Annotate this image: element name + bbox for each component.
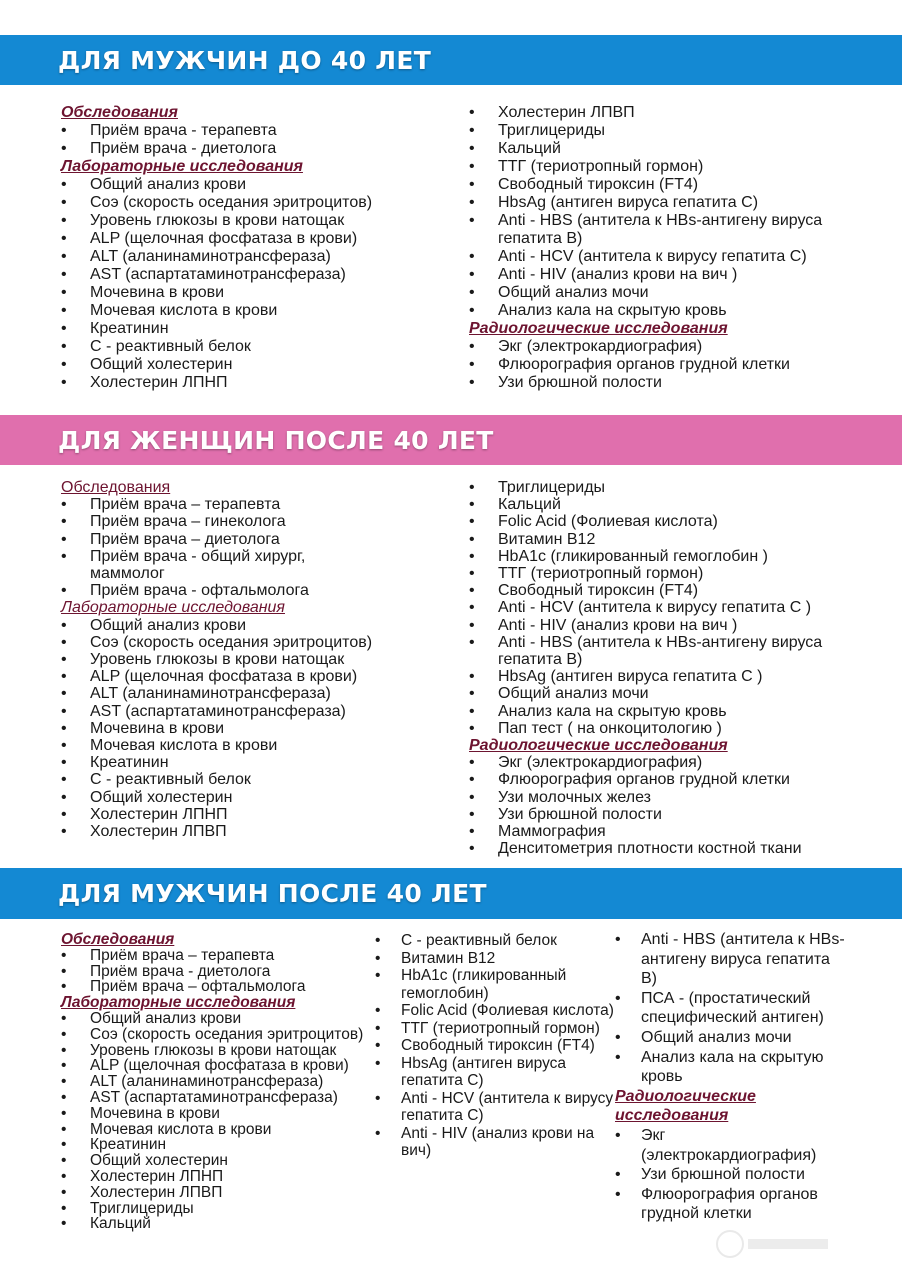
list-item: • Холестерин ЛПВП	[61, 1185, 371, 1201]
list-item: • Витамин В12	[375, 950, 615, 968]
section-heading: Радиологические исследования	[469, 320, 728, 337]
list-item: • Узи брюшной полости	[615, 1165, 845, 1185]
list-item: • ALT (аланинаминотрансфераза)	[61, 1074, 371, 1090]
list-item: • Свободный тироксин (FT4)	[469, 176, 869, 194]
list-item: • Приём врача - общий хирург, маммолог	[61, 548, 381, 582]
watermark-logo	[712, 1226, 832, 1262]
list-item: • Анализ кала на скрытую кровь	[469, 703, 869, 720]
list-item: • С - реактивный белок	[61, 771, 381, 788]
list-item: • ALT (аланинаминотрансфераза)	[61, 248, 441, 266]
list-item: • HbsAg (антиген вируса гепатита С)	[469, 194, 869, 212]
list-item: • Кальций	[469, 140, 869, 158]
s2-col2	[469, 479, 869, 857]
list-item: • Приём врача – гинеколога	[61, 513, 381, 530]
bullet-list	[61, 176, 441, 392]
list-item: • Флюорография органов грудной клетки	[469, 356, 869, 374]
list-item: • Общий холестерин	[61, 356, 441, 374]
list-item: • Folic Acid (Фолиевая кислота)	[469, 513, 869, 530]
list-item: • Приём врача – офтальмолога	[61, 979, 371, 995]
list-item: • Anti - HCV (антитела к вирусу гепатита С)	[375, 1090, 615, 1125]
banner-women-over-40	[0, 415, 902, 465]
list-item: • AST (аспартатаминотрансфераза)	[61, 703, 381, 720]
bullet-list	[61, 122, 441, 158]
bullet-list	[61, 617, 381, 841]
list-item: • Узи брюшной полости	[469, 374, 869, 392]
list-item: • Anti - HIV (анализ крови на вич )	[469, 266, 869, 284]
section-heading: Лабораторные исследования	[61, 994, 296, 1012]
list-item: • Холестерин ЛПНП	[61, 806, 381, 823]
list-item: • Флюорография органов грудной клетки	[469, 771, 869, 788]
list-item: • Общий анализ мочи	[615, 1028, 845, 1048]
bullet-list	[61, 1011, 371, 1232]
list-item: • Folic Acid (Фолиевая кислота)	[375, 1002, 615, 1020]
list-item: • Anti - HBS (антитела к HBs-антигену вируса гепатита В)	[469, 212, 869, 248]
list-item: • Пап тест ( на онкоцитологию )	[469, 720, 869, 737]
bullet-list	[469, 338, 869, 392]
list-item: • HbsAg (антиген вируса гепатита С )	[469, 668, 869, 685]
list-item: • Общий холестерин	[61, 1153, 371, 1169]
banner-men-under-40	[0, 35, 902, 85]
list-item: • Креатинин	[61, 320, 441, 338]
list-item: • Уровень глюкозы в крови натощак	[61, 212, 441, 230]
list-item: • Кальций	[469, 496, 869, 513]
s1-col2	[469, 104, 869, 392]
list-item: • Приём врача - диетолога	[61, 140, 441, 158]
list-item: • Витамин В12	[469, 531, 869, 548]
list-item: • Мочевина в крови	[61, 720, 381, 737]
list-item: • Кальций	[61, 1216, 371, 1232]
list-item: • Мочевая кислота в крови	[61, 1122, 371, 1138]
list-item: • Общий холестерин	[61, 789, 381, 806]
list-item: • Холестерин ЛПНП	[61, 1169, 371, 1185]
list-item: • Денситометрия плотности костной ткани	[469, 840, 869, 857]
list-item: • Общий анализ крови	[61, 617, 381, 634]
list-item: • Триглицериды	[61, 1201, 371, 1217]
list-item: • HbsAg (антиген вируса гепатита С)	[375, 1055, 615, 1090]
list-item: • ТТГ (териотропный гормон)	[469, 565, 869, 582]
s3-col3	[615, 930, 845, 1224]
list-item: • Холестерин ЛПНП	[61, 374, 441, 392]
bullet-list	[615, 1126, 845, 1224]
section-heading: Радиологические исследования	[615, 1087, 756, 1125]
section-heading: Обследования	[61, 479, 171, 496]
bullet-list	[469, 104, 869, 320]
list-item: • Мочевина в крови	[61, 284, 441, 302]
list-item: • Мочевая кислота в крови	[61, 737, 381, 754]
list-item: • Экг (электрокардиография)	[615, 1126, 845, 1165]
list-item: • Anti - HCV (антитела к вирусу гепатита С )	[469, 599, 869, 616]
bullet-list	[469, 479, 869, 737]
list-item: • ALT (аланинаминотрансфераза)	[61, 685, 381, 702]
list-item: • Триглицериды	[469, 479, 869, 496]
list-item: • Свободный тироксин (FT4)	[375, 1037, 615, 1055]
bullet-list	[469, 754, 869, 857]
list-item: • Anti - HBS (антитела к HBs-антигену вируса гепатита В)	[615, 930, 845, 989]
list-item: • Креатинин	[61, 754, 381, 771]
list-item: • Мочевая кислота в крови	[61, 302, 441, 320]
list-item: • ALP (щелочная фосфатаза в крови)	[61, 1058, 371, 1074]
list-item: • ТТГ (териотропный гормон)	[469, 158, 869, 176]
list-item: • Уровень глюкозы в крови натощак	[61, 651, 381, 668]
s1-col1	[61, 104, 441, 392]
s3-col1	[61, 932, 371, 1232]
list-item: • Anti - HIV (анализ крови на вич)	[375, 1125, 615, 1160]
section-title: ДЛЯ ЖЕНЩИН ПОСЛЕ 40 ЛЕТ	[58, 425, 494, 455]
list-item: • Триглицериды	[469, 122, 869, 140]
list-item: • Мочевина в крови	[61, 1106, 371, 1122]
s3-col2	[375, 932, 615, 1160]
bullet-list	[375, 932, 615, 1160]
s2-col1	[61, 479, 381, 840]
list-item: • Креатинин	[61, 1137, 371, 1153]
list-item: • Приём врача - терапевта	[61, 122, 441, 140]
list-item: • Соэ (скорость оседания эритроцитов)	[61, 634, 381, 651]
list-item: • С - реактивный белок	[61, 338, 441, 356]
list-item: • С - реактивный белок	[375, 932, 615, 950]
list-item: • AST (аспартатаминотрансфераза)	[61, 1090, 371, 1106]
list-item: • Анализ кала на скрытую кровь	[615, 1048, 845, 1087]
section-heading: Радиологические исследования	[469, 737, 728, 755]
list-item: • Общий анализ крови	[61, 176, 441, 194]
banner-men-over-40	[0, 868, 902, 919]
section-heading: Лабораторные исследования	[61, 599, 285, 617]
list-item: • ТТГ (териотропный гормон)	[375, 1020, 615, 1038]
bullet-list	[615, 930, 845, 1087]
list-item: • Общий анализ мочи	[469, 284, 869, 302]
list-item: • HbA1c (гликированный гемоглобин)	[375, 967, 615, 1002]
list-item: • ALP (щелочная фосфатаза в крови)	[61, 230, 441, 248]
list-item: • Приём врача - диетолога	[61, 964, 371, 980]
list-item: • Узи молочных желез	[469, 789, 869, 806]
section-heading: Обследования	[61, 931, 175, 948]
list-item: • Экг (электрокардиография)	[469, 338, 869, 356]
list-item: • Anti - HBS (антитела к HBs-антигену вируса гепатита В)	[469, 634, 869, 668]
list-item: • ALP (щелочная фосфатаза в крови)	[61, 668, 381, 685]
bullet-list	[61, 496, 381, 599]
list-item: • Приём врача – диетолога	[61, 531, 381, 548]
list-item: • Экг (электрокардиография)	[469, 754, 869, 771]
section-heading: Лабораторные исследования	[61, 158, 303, 175]
list-item: • AST (аспартатаминотрансфераза)	[61, 266, 441, 284]
list-item: • Соэ (скорость оседания эритроцитов)	[61, 194, 441, 212]
list-item: • HbA1c (гликированный гемоглобин )	[469, 548, 869, 565]
section-title: ДЛЯ МУЖЧИН ДО 40 ЛЕТ	[58, 45, 432, 75]
section-heading: Обследования	[61, 104, 178, 121]
list-item: • Anti - HCV (антитела к вирусу гепатита С)	[469, 248, 869, 266]
list-item: • Приём врача – терапевта	[61, 496, 381, 513]
section-title: ДЛЯ МУЖЧИН ПОСЛЕ 40 ЛЕТ	[58, 879, 487, 908]
bullet-list	[61, 948, 371, 995]
list-item: • Общий анализ мочи	[469, 685, 869, 702]
list-item: • Уровень глюкозы в крови натощак	[61, 1043, 371, 1059]
list-item: • Маммография	[469, 823, 869, 840]
list-item: • Anti - HIV (анализ крови на вич )	[469, 617, 869, 634]
list-item: • Приём врача – терапевта	[61, 948, 371, 964]
list-item: • ПСА - (простатический специфический антиген)	[615, 989, 845, 1028]
list-item: • Общий анализ крови	[61, 1011, 371, 1027]
list-item: • Холестерин ЛПВП	[469, 104, 869, 122]
list-item: • Свободный тироксин (FT4)	[469, 582, 869, 599]
list-item: • Анализ кала на скрытую кровь	[469, 302, 869, 320]
list-item: • Флюорография органов грудной клетки	[615, 1185, 845, 1224]
list-item: • Приём врача - офтальмолога	[61, 582, 381, 599]
list-item: • Узи брюшной полости	[469, 806, 869, 823]
list-item: • Соэ (скорость оседания эритроцитов)	[61, 1027, 371, 1043]
list-item: • Холестерин ЛПВП	[61, 823, 381, 840]
